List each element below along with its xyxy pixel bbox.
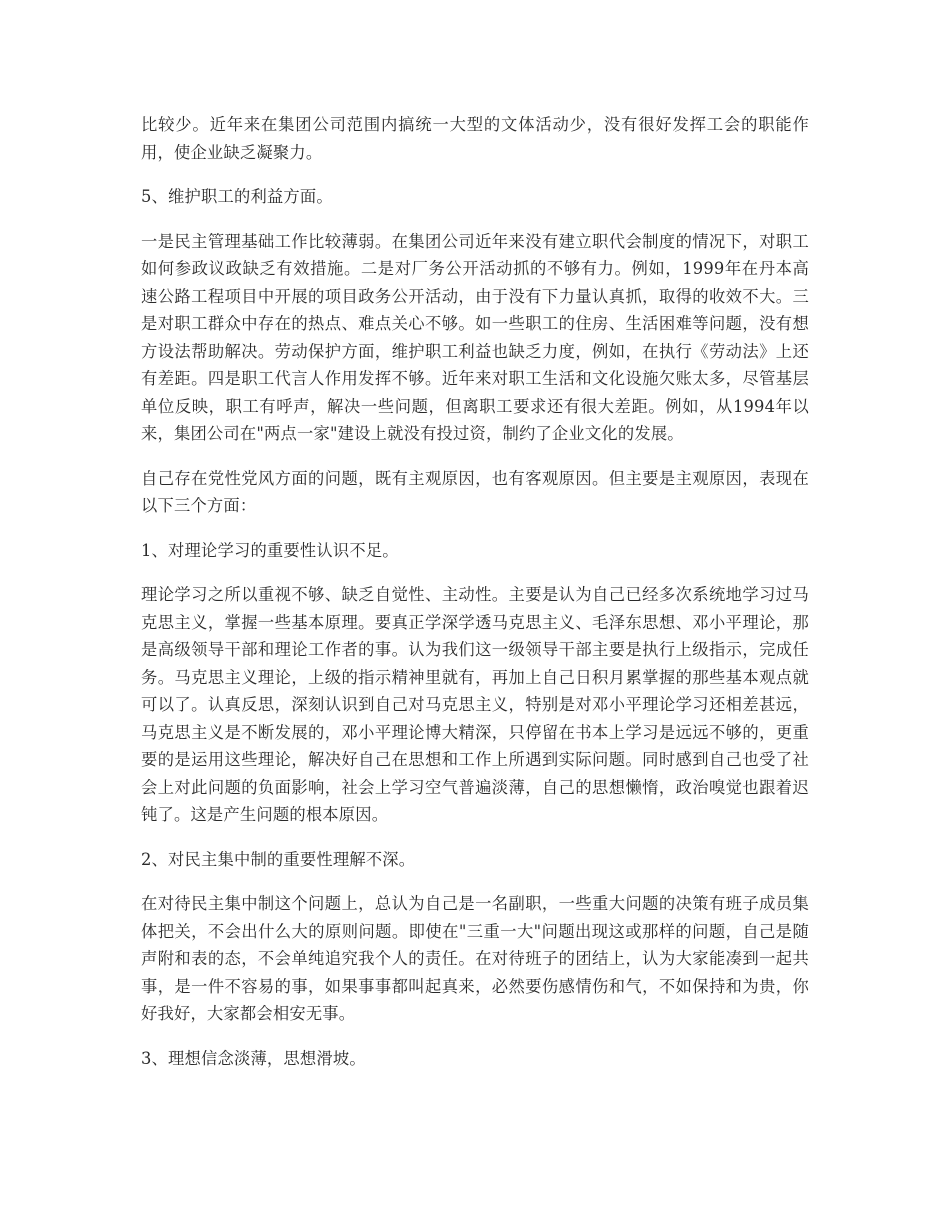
paragraph-democratic-management: 一是民主管理基础工作比较薄弱。在集团公司近年来没有建立职代会制度的情况下，对职工如何参政议政缺乏有效措施。二是对厂务公开活动抓的不够有力。例如，1999年在丹本高速公路工程项目中开展的项目政务公开活动，由于没有下力量认真抓，取得的收效不大。三是对职工群众中存在的热点、难点关心不够。如一些职工的住房、生活困难等问题，没有想方设法帮助解决。劳动保护方面，维护职工利益也缺乏力度，例如，在执行《劳动法》上还有差距。四是职工代言人作用发挥不够。近年来对职工生活和文化设施欠账太多，尽管基层单位反映，职工有呼声，解决一些问题，但离职工要求还有很大差距。例如，从1994年以来，集团公司在"两点一家"建设上就没有投过资，制约了企业文化的发展。 bbox=[141, 231, 809, 443]
paragraph-spacer bbox=[141, 520, 809, 537]
paragraph-spacer bbox=[141, 211, 809, 228]
paragraph-causes-intro: 自己存在党性党风方面的问题，既有主观原因，也有客观原因。但主要是主观原因，表现在以下三个方面： bbox=[141, 468, 809, 515]
paragraph-spacer bbox=[141, 873, 809, 890]
heading-ideals-beliefs: 3、理想信念淡薄，思想滑坡。 bbox=[141, 1048, 366, 1068]
paragraph-democratic-centralism: 在对待民主集中制这个问题上，总认为自己是一名副职，一些重大问题的决策有班子成员集体把关，不会出什么大的原则问题。即使在"三重一大"问题出现这或那样的问题，自己是随声附和表的态，不会单纯追究我个人的责任。在对待班子的团结上，认为大家能凑到一起共事，是一件不容易的事，如果事事都叫起真来，必然要伤感情伤和气，不如保持和为贵，你好我好，大家都会相安无事。 bbox=[141, 894, 809, 1023]
paragraph-cultural-activities: 比较少。近年来在集团公司范围内搞统一大型的文体活动少，没有很好发挥工会的职能作用，使企业缺乏凝聚力。 bbox=[141, 115, 809, 162]
paragraph-theory-study: 理论学习之所以重视不够、缺乏自觉性、主动性。主要是认为自己已经多次系统地学习过马克思主义，掌握一些基本原理。要真正学深学透马克思主义、毛泽东思想、邓小平理论，那是高级领导干部和理论工作者的事。认为我们这一级领导干部主要是执行上级指示，完成任务。马克思主义理论，上级的指示精神里就有，再加上自己日积月累掌握的那些基本观点就可以了。认真反思，深刻认识到自己对马克思主义，特别是对邓小平理论学习还相差甚远，马克思主义是不断发展的，邓小平理论博大精深，只停留在书本上学习是远远不够的，更重要的是运用这些理论，解决好自己在思想和工作上所遇到实际问题。同时感到自己也受了社会上对此问题的负面影响，社会上学习空气普遍淡薄，自己的思想懒惰，政治嗅觉也跟着迟钝了。这是产生问题的根本原因。 bbox=[141, 585, 809, 824]
heading-theory-study: 1、对理论学习的重要性认识不足。 bbox=[141, 540, 399, 560]
paragraph-spacer bbox=[141, 166, 809, 183]
document-page bbox=[141, 111, 809, 1072]
paragraph-spacer bbox=[141, 829, 809, 846]
heading-worker-interests: 5、维护职工的利益方面。 bbox=[141, 187, 333, 206]
paragraph-spacer bbox=[141, 1028, 809, 1045]
heading-democratic-centralism: 2、对民主集中制的重要性理解不深。 bbox=[141, 849, 416, 869]
paragraph-spacer bbox=[141, 564, 809, 581]
paragraph-spacer bbox=[141, 448, 809, 465]
